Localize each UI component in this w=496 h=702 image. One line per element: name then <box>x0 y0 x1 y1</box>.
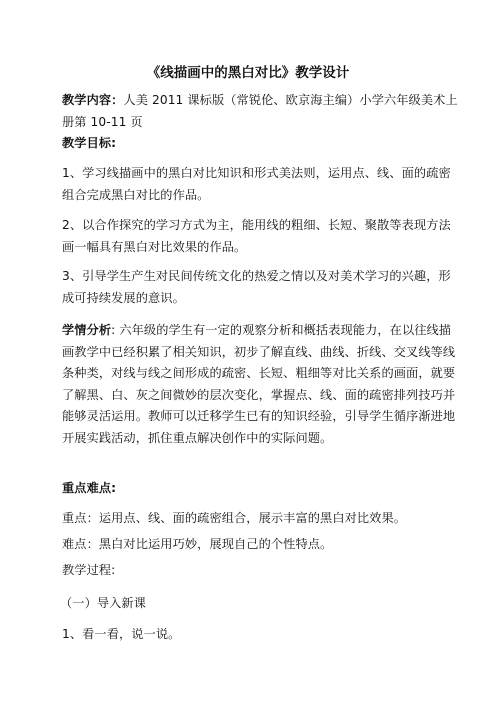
teaching-content-text-cont: 册第 10-11 页 <box>62 114 143 129</box>
learner-analysis-label: 学情分析 <box>62 323 112 337</box>
learner-analysis-line-6: 开展实践活动，抓住重点解决创作中的实际问题。 <box>62 430 333 445</box>
goal-item-3-line-2: 成可持续发展的意识。 <box>62 290 185 305</box>
goal-item-3 <box>62 266 451 309</box>
goal-item-1-line-2: 组合完成黑白对比的作品。 <box>62 187 210 202</box>
teaching-content-label: 教学内容： <box>62 93 124 107</box>
learner-analysis-line-2: 画教学中已经积累了相关知识，初步了解直线、曲线、折线、交叉线等线 <box>62 344 456 359</box>
learner-analysis-line-5: 能够灵活运用。教师可以迁移学生已有的知识经验，引导学生循序渐进地 <box>62 409 456 423</box>
learner-analysis <box>62 320 456 449</box>
learner-analysis-line-3: 条种类，对线与线之间形成的疏密、长短、粗细等对比关系的画面，就要 <box>62 366 456 380</box>
goal-item-1-line-1: 1、学习线描画中的黑白对比知识和形式美法则，运用点、线、面的疏密 <box>62 166 451 180</box>
learner-analysis-line-1: : 六年级的学生有一定的观察分析和概括表现能力，在以往线描 <box>111 323 452 337</box>
teaching-content-text: 人美 2011 课标版（常锐伦、欧京海主编）小学六年级美术上 <box>123 93 458 107</box>
goals-heading: 教学目标: <box>62 136 117 150</box>
learner-analysis-line-4: 了解黑、白、灰之间微妙的层次变化，掌握点、线、面的疏密排列技巧并 <box>62 387 456 402</box>
keypoints-heading: 重点难点: <box>62 481 117 495</box>
goal-item-1 <box>62 163 451 206</box>
goal-item-2-line-1: 2、以合作探究的学习方式为主，能用线的粗细、长短、聚散等表现方法 <box>62 218 451 232</box>
section-heading-intro: （一）导入新课 <box>60 596 147 610</box>
difficulty-point: 难点：黑白对比运用巧妙，展现自己的个性特点。 <box>62 537 333 551</box>
document-title: 《线描画中的黑白对比》教学设计 <box>146 65 350 81</box>
teaching-content <box>62 90 458 133</box>
process-heading: 教学过程: <box>62 563 116 577</box>
process-step-1: 1、看一看，说一说。 <box>62 627 181 641</box>
goal-item-2-line-2: 画一幅具有黑白对比效果的作品。 <box>62 239 247 254</box>
key-point: 重点：运用点、线、面的疏密组合，展示丰富的黑白对比效果。 <box>62 511 407 525</box>
goal-item-3-line-1: 3、引导学生产生对民间传统文化的热爱之情以及对美术学习的兴趣，形 <box>62 269 451 283</box>
goal-item-2 <box>62 215 451 258</box>
